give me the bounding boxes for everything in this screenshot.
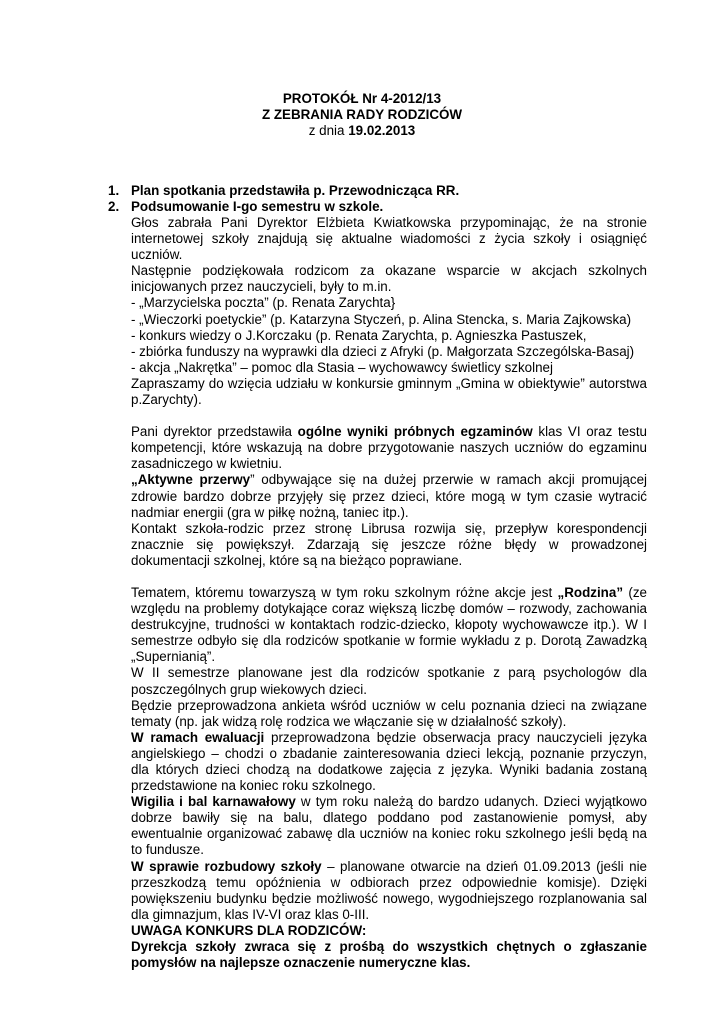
paragraph: [131, 859, 647, 923]
protocol-subtitle: Z ZEBRANIA RADY RODZICÓW: [261, 107, 463, 122]
paragraph: Zapraszamy do wzięcia udziału w konkursie gminnym „Gmina w obiektywie” autorstwa p.Zarychty).: [131, 375, 647, 408]
text-run: Tematem, któremu towarzyszą w tym roku szkolnym różne akcje jest: [131, 584, 558, 600]
protocol-title: PROTOKÓŁ Nr 4-2012/13: [282, 91, 442, 106]
agenda-number: 2.: [108, 199, 120, 215]
protocol-date-line: [0, 123, 724, 139]
meeting-date: 19.02.2013: [348, 123, 416, 138]
list-item: - akcja „Nakrętka” – pomoc dla Stasia – wychowawcy świetlicy szkolnej: [131, 359, 553, 375]
text-run: – planowane otwarcie na dzień 01.09.2013 (jeśli nie przeszkodzą temu opóźnienia w odbiorach przez odpowiednie komisje). Dzięki powiększeniu budynku będzie możliwość nowego, wygodniejszego rozplanowania sal dla gimnazjum, klas IV-VI oraz klas 0-III.: [131, 858, 647, 922]
agenda-list: [108, 183, 648, 215]
agenda-number: 1.: [108, 183, 120, 198]
text-run: Pani dyrektor przedstawiła: [131, 424, 298, 440]
text-run: (ze względu na problemy dotykające coraz większą liczbę domów – rozwody, zachowania destrukcyjne, trudności w kontaktach rodzic-dziecko, kłopoty wychowawcze itp.). W I semestrze odbyło się dla rodziców spotkanie w formie wykładu z p. Dorotą Zawadzką „Supernianią”.: [131, 584, 647, 665]
bold-run: „Aktywne przerwy: [131, 472, 251, 488]
text-run: w tym roku należą do bardzo udanych. Dzieci wyjątkowo dobrze bawiły się na balu, dlatego poddano pod zastanowienie pomysł, aby ewentualnie organizować zabawę dla uczniów na koniec roku szkolnego jeśli będą na to fundusze.: [131, 794, 647, 858]
bold-run: W sprawie rozbudowy szkoły: [131, 858, 322, 874]
contest-heading: UWAGA KONKURS DLA RODZICÓW:: [131, 922, 367, 938]
paragraph: [131, 794, 647, 858]
paragraph: [131, 585, 647, 665]
bold-run: „Rodzina”: [557, 584, 624, 600]
spacer: [131, 569, 647, 585]
list-item: - zbiórka funduszy na wyprawki dla dzieci z Afryki (p. Małgorzata Szczególska-Basaj): [131, 343, 635, 359]
paragraph: [131, 472, 647, 520]
paragraph: [131, 424, 647, 472]
agenda-item: [108, 183, 648, 199]
paragraph: Będzie przeprowadzona ankieta wśród uczniów w celu poznania dzieci na związane tematy (np. jak widzą rolę rodzica we włączanie się w działalność szkoły).: [131, 697, 647, 729]
text-run: przeprowadzona będzie obserwacja pracy nauczycieli języka angielskiego – chodzi o zbadanie zainteresowania dzieci lekcją, poznanie przyczyn, dla których dzieci chodzą na dodatkowe zajęcia z języka. Wyniki badania zostaną przedstawione na koniec roku szkolnego.: [131, 729, 648, 794]
text-run: klas VI oraz testu kompetencji, które wskazują na dobre przygotowanie naszych uczniów do egzaminu zasadniczego w kwietniu.: [131, 424, 647, 472]
list-item: - „Marzycielska poczta” (p. Renata Zarychta}: [131, 295, 396, 311]
agenda-item: [108, 199, 648, 215]
agenda-text: Plan spotkania przedstawiła p. Przewodnicząca RR.: [131, 183, 460, 198]
paragraph: Głos zabrała Pani Dyrektor Elżbieta Kwiatkowska przypominając, że na stronie internetowej szkoły znajdują się aktualne wiadomości z życia szkoły i osiągnięć uczniów.: [131, 215, 647, 263]
protocol-body: [131, 215, 647, 971]
paragraph: Następnie podziękowała rodzicom za okazane wsparcie w akcjach szkolnych inicjowanych przez nauczycieli, były to m.in.: [131, 263, 647, 295]
paragraph: [131, 730, 647, 794]
spacer: [131, 408, 647, 424]
agenda-text: Podsumowanie I-go semestru w szkole.: [131, 199, 384, 215]
paragraph: Kontakt szkoła-rodzic przez stronę Librusa rozwija się, przepływ korespondencji znacznie się powiększył. Zdarzają się jeszcze różne błędy w prowadzonej dokumentacji szkolnej, które są na bieżąco poprawiane.: [131, 520, 647, 568]
date-prefix: z dnia: [308, 123, 349, 138]
text-run: ” odbywające się na dużej przerwie w ramach akcji promującej zdrowie bardzo dobrze przyjęły się przez dzieci, które mogą w tym czasie wytracić nadmiar energii (gra w piłkę nożną, taniec itp.).: [131, 472, 647, 520]
contest-paragraph: Dyrekcja szkoły zwraca się z prośbą do wszystkich chętnych o zgłaszanie pomysłów na najlepsze oznaczenie numeryczne klas.: [131, 939, 647, 971]
list-item: - „Wieczorki poetyckie” (p. Katarzyna Styczeń, p. Alina Stencka, s. Maria Zajkowska): [131, 311, 632, 327]
bold-run: Wigilia i bal karnawałowy: [131, 794, 296, 810]
bold-run: W ramach ewaluacji: [131, 729, 265, 745]
document-header: [0, 91, 724, 139]
paragraph: W II semestrze planowane jest dla rodziców spotkanie z parą psychologów dla poszczególnych grup wiekowych dzieci.: [131, 665, 647, 697]
bold-run: ogólne wyniki próbnych egzaminów: [297, 424, 533, 440]
list-item: - konkurs wiedzy o J.Korczaku (p. Renata Zarychta, p. Agnieszka Pastuszek,: [131, 327, 587, 343]
